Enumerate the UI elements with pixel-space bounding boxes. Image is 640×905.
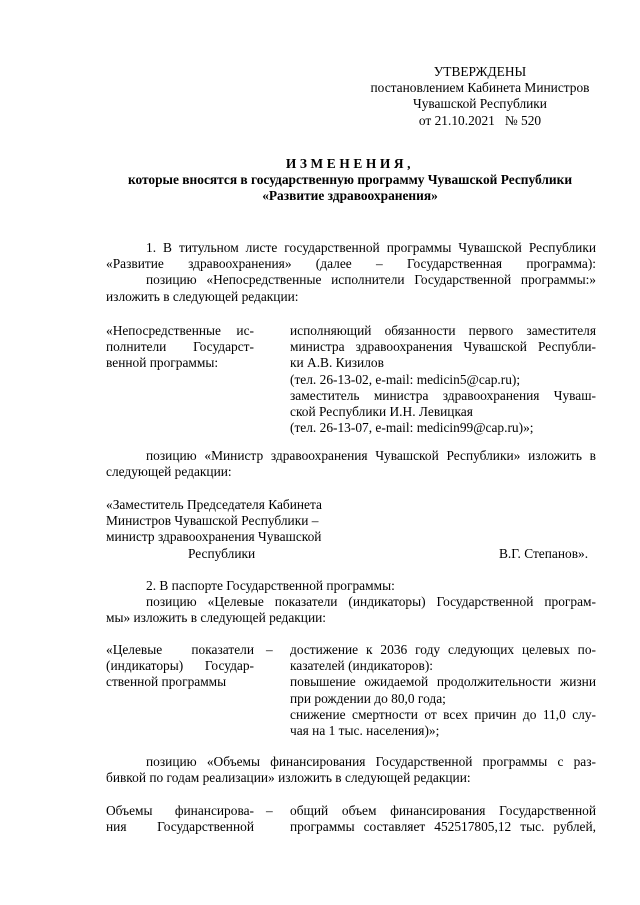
table3-left (106, 803, 254, 835)
approval-line: УТВЕРЖДЕНЫ (433, 64, 527, 79)
text-line: министр здравоохранения Чувашской (106, 529, 322, 545)
text-line: позицию «Объемы финансирования Государственной программы с раз- (146, 754, 596, 769)
text-line: бивкой по годам реализации» изложить в следующей редакции: (106, 770, 471, 786)
text-line: программы составляет 452517805,12 тыс. рублей, (290, 819, 596, 835)
text-line: «Непосредственные ис- (106, 323, 254, 338)
table2-left (106, 642, 254, 691)
paragraph-1 (106, 240, 596, 305)
approval-line: Чувашской Республики (413, 96, 547, 112)
text-line: при рождении до 80,0 года; (290, 690, 446, 706)
text-line: позицию «Целевые показатели (индикаторы) Государственной програм- (146, 594, 596, 610)
document-title (60, 156, 640, 205)
text-line: ки А.В. Кизилов (290, 355, 384, 371)
table1-left (106, 323, 254, 372)
signatory-name: В.Г. Степанов». (499, 546, 589, 561)
text-line: чая на 1 тыс. населения)»; (290, 723, 440, 739)
approval-line: постановлением Кабинета Министров (370, 80, 590, 96)
approval-date: от 21.10.2021 № 520 (418, 112, 542, 128)
text-line: 2. В паспорте Государственной программы: (146, 578, 395, 593)
approval-block (360, 64, 600, 129)
text-line: полнители Государст- (106, 339, 254, 355)
title-heading: ИЗМЕНЕНИЯ, (285, 156, 415, 171)
text-line: следующей редакции: (106, 464, 232, 480)
table3-right (290, 803, 596, 835)
text-line: повышение ожидаемой продолжительности жизни (290, 674, 596, 690)
text-line: исполняющий обязанности первого заместителя (290, 323, 596, 338)
paragraph-2 (106, 448, 596, 480)
text-line: Республики (188, 545, 256, 561)
table1-right (290, 323, 596, 436)
text-line: министра здравоохранения Чувашской Республи- (290, 339, 596, 355)
signature-block (106, 497, 366, 562)
text-line: Министров Чувашской Республики – (106, 513, 319, 529)
text-line: заместитель министра здравоохранения Чуваш- (290, 387, 596, 403)
text-line: венной программы: (106, 355, 219, 371)
paragraph-3 (106, 578, 596, 627)
text-line: позицию «Непосредственные исполнители Государственной программы:» (146, 272, 596, 288)
text-line: ской Республики И.Н. Левицкая (290, 404, 473, 420)
text-line: ния Государственной (106, 819, 254, 835)
text-line: (тел. 26-13-02, e-mail: medicin5@cap.ru); (290, 371, 521, 387)
paragraph-4 (106, 754, 596, 786)
table2-right (290, 642, 596, 739)
text-line: общий объем финансирования Государственной (290, 803, 596, 818)
text-line: Объемы финансирова- (106, 803, 254, 818)
text-line: мы» изложить в следующей редакции: (106, 610, 327, 626)
table2-dash: – (266, 642, 273, 657)
text-line: изложить в следующей редакции: (106, 288, 299, 304)
text-line: 1. В титульном листе государственной программы Чувашской Республики (146, 240, 596, 255)
text-line: казателей (индикаторов): (290, 658, 434, 674)
table3-dash: – (266, 803, 273, 818)
title-line: «Развитие здравоохранения» (262, 188, 438, 204)
text-line: (тел. 26-13-07, e-mail: medicin99@cap.ru)»; (290, 420, 534, 436)
text-line: достижение к 2036 году следующих целевых по- (290, 642, 596, 657)
text-line: снижение смертности от всех причин до 11,0 слу- (290, 706, 596, 722)
text-line: позицию «Министр здравоохранения Чувашской Республики» изложить в (146, 448, 596, 463)
text-line: «Целевые показатели (106, 642, 254, 657)
text-line: «Заместитель Председателя Кабинета (106, 497, 322, 512)
text-line: «Развитие здравоохранения» (далее – Государственная программа): (106, 256, 596, 272)
text-line: ственной программы (106, 674, 227, 690)
title-line: которые вносятся в государственную программу Чувашской Республики (127, 172, 573, 188)
text-line: (индикаторы) Государ- (106, 658, 254, 674)
